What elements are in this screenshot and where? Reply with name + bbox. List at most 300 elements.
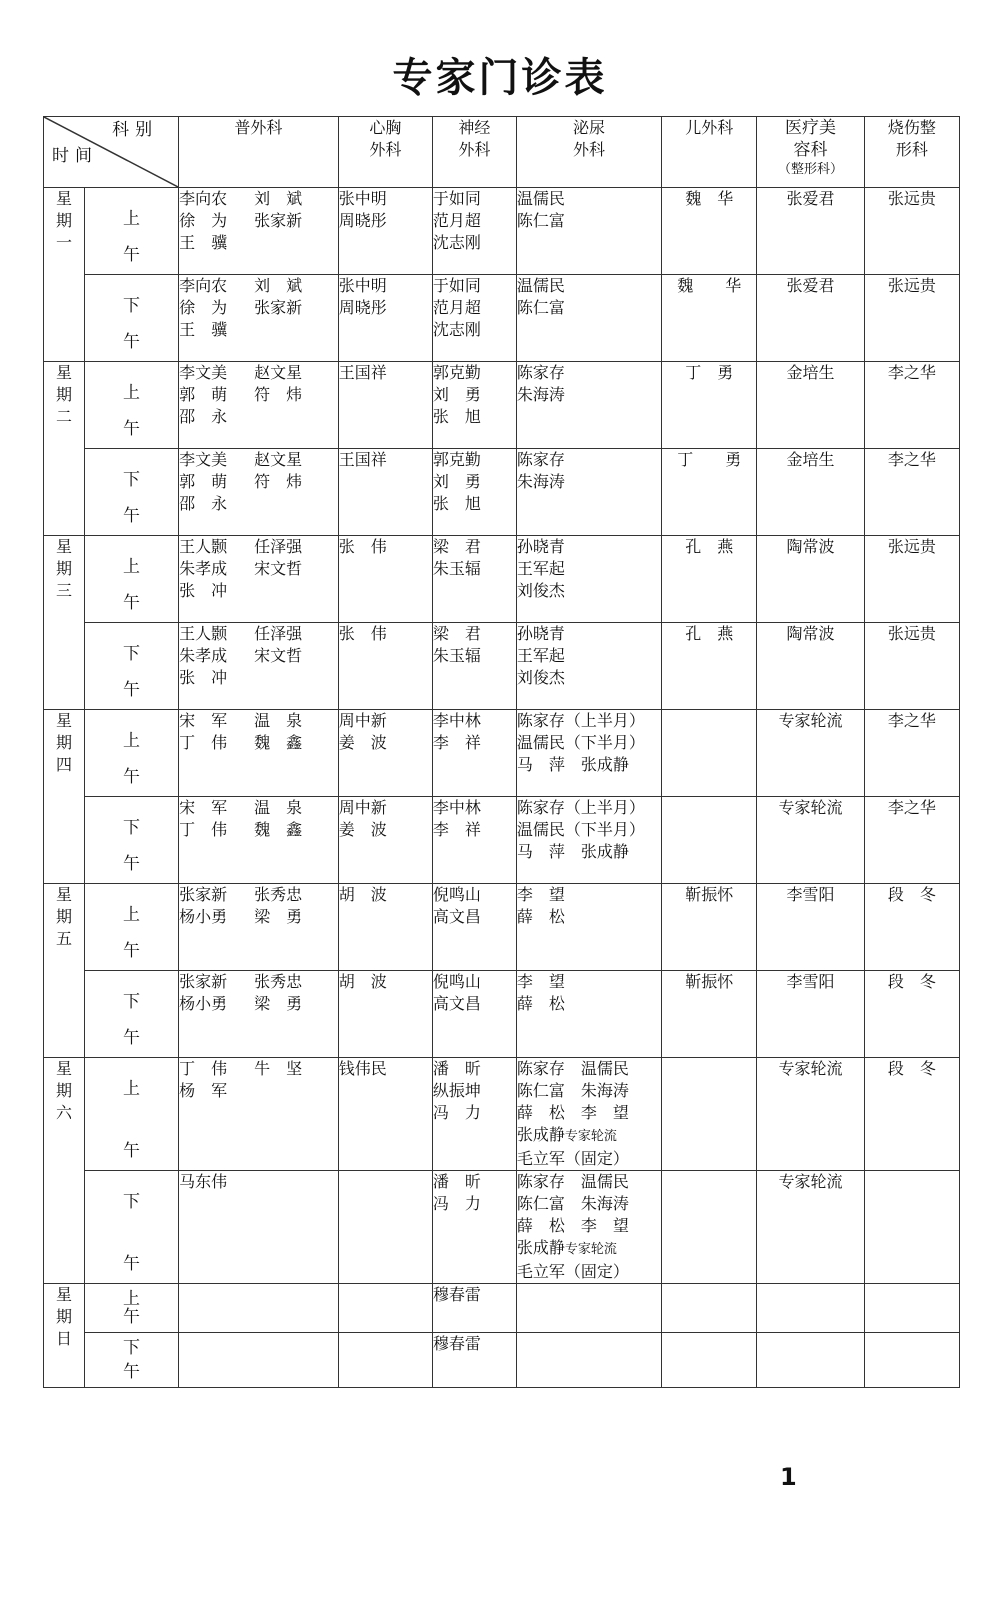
doctor-cell-ss (864, 1058, 959, 1171)
doctor-name: 李 祥 (432, 733, 481, 752)
doctor-name: 沈志刚 (432, 320, 481, 339)
doctor-cell-ss (864, 797, 959, 884)
doctor-name: 张远贵 (887, 624, 936, 643)
corner-time-label: 时间 (52, 146, 98, 166)
half-day-char: 上 (123, 1289, 141, 1309)
doctor-name: 张家新 (179, 885, 228, 904)
half-day-char: 午 (123, 1307, 141, 1327)
afternoon-label (84, 623, 178, 710)
doctor-name: 李中林 (432, 711, 481, 730)
doctor-cell-xx (338, 623, 432, 710)
doctor-cell-xx (338, 1333, 432, 1388)
doctor-name: 专家轮流 (778, 1172, 843, 1191)
half-day-char: 上 (123, 383, 141, 403)
dept-label: 烧伤整 (887, 118, 936, 137)
doctor-cell-ew (662, 710, 757, 797)
doctor-cell-xx (338, 797, 432, 884)
doctor-name: 杨小勇 (179, 994, 228, 1013)
doctor-name: 刘 斌 (254, 189, 303, 208)
half-day-char: 上 (123, 209, 141, 229)
doctor-name: 毛立军（固定） (516, 1149, 629, 1168)
doctor-cell-ss (864, 884, 959, 971)
schedule-row (44, 1333, 960, 1388)
doctor-pair (179, 906, 338, 928)
morning-label (84, 884, 178, 971)
doctor-cell-sj (432, 275, 516, 362)
doctor-cell-mr (757, 362, 864, 449)
doctor-name: 王人颢 (179, 624, 228, 643)
weekday-label (44, 710, 85, 884)
doctor-name: 张远贵 (887, 276, 936, 295)
doctor-name: 张家新 (254, 298, 303, 317)
dept-label: 容科 (793, 140, 828, 160)
doctor-pair (179, 1058, 338, 1080)
doctor-cell-mn (516, 1284, 661, 1333)
doctor-name: 张 旭 (432, 407, 481, 426)
doctor-name: 魏 华 (685, 189, 734, 208)
page-number: 1 (780, 1463, 797, 1491)
doctor-pair (179, 449, 338, 471)
doctor-name-row (517, 1124, 661, 1148)
page-title: 专家门诊表 (392, 55, 608, 101)
doctor-cell-ss (864, 188, 959, 275)
weekday-char: 二 (55, 407, 72, 426)
doctor-pair (179, 210, 338, 232)
doctor-name: 周晓彤 (338, 298, 387, 317)
doctor-cell-mn (516, 1171, 661, 1284)
doctor-name: 陈家存 (516, 450, 565, 469)
doctor-cell-ss (864, 275, 959, 362)
dept-label: 泌尿 (572, 118, 605, 137)
afternoon-label (84, 1171, 178, 1284)
weekday-char: 期 (55, 559, 72, 578)
doctor-cell-ew (662, 188, 757, 275)
doctor-name: 牛 坚 (254, 1059, 303, 1078)
doctor-name: 王 骥 (179, 233, 228, 252)
doctor-name: 孔 燕 (685, 624, 734, 643)
doctor-cell-sj (432, 971, 516, 1058)
doctor-name: 魏 鑫 (254, 733, 303, 752)
doctor-name: 于如同 (432, 189, 481, 208)
doctor-name: 高文昌 (432, 994, 481, 1013)
doctor-cell-sj (432, 710, 516, 797)
doctor-name: 高文昌 (432, 907, 481, 926)
doctor-cell-xx (338, 971, 432, 1058)
doctor-cell-ss (864, 971, 959, 1058)
doctor-name: 专家轮流 (778, 711, 843, 730)
doctor-pair (179, 471, 338, 493)
half-day-char: 午 (123, 854, 141, 874)
doctor-pair (179, 993, 338, 1015)
half-day-char: 午 (123, 1362, 141, 1382)
doctor-cell-sj (432, 362, 516, 449)
doctor-name: 朱海涛 (516, 472, 565, 491)
doctor-cell-mr (757, 275, 864, 362)
doctor-cell-pw (179, 710, 339, 797)
weekday-char: 期 (55, 1307, 72, 1326)
doctor-name: 符 炜 (254, 472, 303, 491)
doctor-name: 郭克勤 (432, 450, 481, 469)
half-day-char: 下 (123, 644, 141, 664)
doctor-cell-mn (516, 971, 661, 1058)
doctor-name: 朱孝成 (179, 646, 228, 665)
doctor-name: 陈仁富 朱海涛 (516, 1081, 629, 1100)
doctor-cell-xx (338, 1284, 432, 1333)
morning-label (84, 536, 178, 623)
doctor-cell-mr (757, 971, 864, 1058)
doctor-name: 张 伟 (338, 537, 387, 556)
dept-header-neuro (432, 117, 516, 188)
doctor-pair (179, 971, 338, 993)
doctor-name: 专家轮流 (778, 798, 843, 817)
doctor-name: 张 伟 (338, 624, 387, 643)
doctor-name: 刘 勇 (432, 385, 481, 404)
weekday-char: 五 (55, 929, 72, 948)
dept-header-burn (864, 117, 959, 188)
doctor-name: 马 萍 张成静 (516, 842, 629, 861)
doctor-name: 倪鸣山 (432, 972, 481, 991)
doctor-name: 陈仁富 (516, 298, 565, 317)
weekday-char: 六 (55, 1103, 72, 1122)
doctor-name: 薛 松 (516, 907, 565, 926)
doctor-cell-ew (662, 797, 757, 884)
doctor-cell-mr (757, 188, 864, 275)
doctor-name: 李 祥 (432, 820, 481, 839)
doctor-name: 薛 松 李 望 (516, 1103, 629, 1122)
doctor-cell-pw (179, 884, 339, 971)
schedule-body (44, 188, 960, 1388)
doctor-cell-mn (516, 449, 661, 536)
doctor-cell-pw (179, 1333, 339, 1388)
doctor-cell-mn (516, 188, 661, 275)
doctor-name: 李向农 (179, 189, 228, 208)
doctor-cell-sj (432, 884, 516, 971)
doctor-name: 李文美 (179, 450, 228, 469)
half-day-char: 下 (123, 992, 141, 1012)
schedule-row (44, 884, 960, 971)
weekday-label (44, 362, 85, 536)
doctor-pair (179, 493, 338, 515)
header-row (44, 117, 960, 188)
doctor-name: 朱玉辐 (432, 646, 481, 665)
dept-label: （整形科） (778, 162, 844, 177)
half-day-char: 下 (123, 1192, 141, 1212)
weekday-char: 星 (55, 537, 72, 556)
doctor-name: 孙晓青 (516, 537, 565, 556)
doctor-name: 张爱君 (786, 189, 835, 208)
dept-header-pediatric (662, 117, 757, 188)
doctor-cell-sj (432, 1333, 516, 1388)
doctor-name: 温 泉 (254, 798, 303, 817)
doctor-pair (179, 384, 338, 406)
doctor-name: 王人颢 (179, 537, 228, 556)
afternoon-label (84, 1333, 178, 1388)
doctor-name: 张 冲 (179, 581, 228, 600)
doctor-name: 王军起 (516, 646, 565, 665)
doctor-name: 魏 鑫 (254, 820, 303, 839)
afternoon-label (84, 971, 178, 1058)
doctor-name: 赵文星 (254, 450, 303, 469)
doctor-cell-ss (864, 1284, 959, 1333)
doctor-name: 冯 力 (432, 1103, 481, 1122)
doctor-name: 温儒民 (516, 276, 565, 295)
doctor-cell-ew (662, 971, 757, 1058)
doctor-name: 朱海涛 (516, 385, 565, 404)
schedule-table (43, 116, 960, 1388)
doctor-pair (179, 732, 338, 754)
doctor-name: 任泽强 (254, 624, 303, 643)
doctor-name: 梁 君 (432, 624, 481, 643)
dept-label: 医疗美 (785, 118, 837, 138)
doctor-cell-mr (757, 797, 864, 884)
doctor-name: 李 望 (516, 972, 565, 991)
doctor-name: 姜 波 (338, 733, 387, 752)
doctor-name: 郭克勤 (432, 363, 481, 382)
doctor-cell-xx (338, 1171, 432, 1284)
doctor-name: 梁 勇 (254, 907, 303, 926)
doctor-cell-mn (516, 797, 661, 884)
doctor-cell-ew (662, 1171, 757, 1284)
doctor-cell-mr (757, 884, 864, 971)
morning-label (84, 1058, 178, 1171)
doctor-cell-ss (864, 1171, 959, 1284)
doctor-name: 张家新 (179, 972, 228, 991)
doctor-name: 胡 波 (338, 885, 387, 904)
weekday-char: 星 (55, 885, 72, 904)
doctor-name: 丁 伟 (179, 820, 228, 839)
doctor-name: 刘俊杰 (516, 581, 565, 600)
doctor-cell-pw (179, 797, 339, 884)
doctor-pair (179, 1171, 338, 1193)
morning-label (84, 710, 178, 797)
weekday-label (44, 884, 85, 1058)
doctor-pair (179, 319, 338, 341)
doctor-name: 温儒民（下半月） (516, 733, 645, 752)
dept-header-thoracic (338, 117, 432, 188)
doctor-name: 金培生 (786, 450, 835, 469)
doctor-name: 张秀忠 (254, 972, 303, 991)
doctor-cell-pw (179, 1171, 339, 1284)
doctor-cell-mn (516, 884, 661, 971)
doctor-pair (179, 536, 338, 558)
doctor-cell-ss (864, 623, 959, 710)
doctor-cell-ss (864, 710, 959, 797)
doctor-name: 段 冬 (887, 885, 936, 904)
weekday-label (44, 536, 85, 710)
half-day-char: 上 (123, 731, 141, 751)
doctor-name: 张爱君 (786, 276, 835, 295)
rotation-note: 专家轮流 (564, 1242, 617, 1257)
doctor-name: 温儒民（下半月） (516, 820, 645, 839)
weekday-label (44, 1058, 85, 1284)
doctor-name: 宋 军 (179, 711, 228, 730)
doctor-cell-mr (757, 623, 864, 710)
doctor-name: 李之华 (887, 711, 936, 730)
doctor-cell-mn (516, 275, 661, 362)
doctor-name: 梁 勇 (254, 994, 303, 1013)
doctor-name: 朱孝成 (179, 559, 228, 578)
schedule-row (44, 449, 960, 536)
doctor-cell-ew (662, 275, 757, 362)
doctor-cell-mn (516, 536, 661, 623)
doctor-name: 陈家存 温儒民 (516, 1059, 629, 1078)
doctor-name: 胡 波 (338, 972, 387, 991)
doctor-name: 靳振怀 (685, 885, 734, 904)
doctor-name: 段 冬 (887, 1059, 936, 1078)
half-day-char: 午 (123, 1254, 141, 1274)
doctor-cell-ew (662, 362, 757, 449)
doctor-pair (179, 667, 338, 689)
half-day-char: 午 (123, 1028, 141, 1048)
weekday-char: 期 (55, 385, 72, 404)
weekday-char: 星 (55, 363, 72, 382)
doctor-cell-mr (757, 449, 864, 536)
doctor-cell-pw (179, 275, 339, 362)
doctor-cell-xx (338, 188, 432, 275)
half-day-char: 午 (123, 593, 141, 613)
schedule-row (44, 275, 960, 362)
doctor-cell-pw (179, 1058, 339, 1171)
doctor-name: 丁 勇 (677, 450, 742, 469)
doctor-name: 张远贵 (887, 189, 936, 208)
doctor-cell-mr (757, 710, 864, 797)
doctor-pair (179, 232, 338, 254)
doctor-cell-pw (179, 536, 339, 623)
doctor-pair (179, 819, 338, 841)
doctor-cell-ew (662, 449, 757, 536)
corner-dept-label: 科别 (112, 120, 159, 140)
doctor-name: 陶常波 (786, 537, 835, 556)
doctor-name: 金培生 (786, 363, 835, 382)
doctor-cell-ss (864, 362, 959, 449)
doctor-pair (179, 297, 338, 319)
doctor-name: 杨小勇 (179, 907, 228, 926)
doctor-cell-sj (432, 623, 516, 710)
weekday-label (44, 188, 85, 362)
afternoon-label (84, 797, 178, 884)
doctor-cell-mn (516, 362, 661, 449)
doctor-name: 李雪阳 (786, 972, 835, 991)
doctor-name: 王国祥 (338, 450, 387, 469)
doctor-name: 杨 军 (179, 1081, 228, 1100)
schedule-row (44, 1284, 960, 1333)
doctor-cell-mr (757, 1333, 864, 1388)
doctor-name: 李雪阳 (786, 885, 835, 904)
doctor-cell-pw (179, 623, 339, 710)
afternoon-label (84, 275, 178, 362)
weekday-char: 四 (55, 755, 72, 774)
half-day-char: 午 (123, 506, 141, 526)
doctor-cell-mr (757, 1284, 864, 1333)
weekday-char: 期 (55, 211, 72, 230)
dept-label: 形科 (895, 140, 928, 159)
dept-header-general-surgery (179, 117, 339, 188)
half-day-char: 下 (123, 470, 141, 490)
doctor-name: 刘 斌 (254, 276, 303, 295)
doctor-pair (179, 406, 338, 428)
doctor-name: 李之华 (887, 798, 936, 817)
doctor-name: 周中新 (338, 798, 387, 817)
doctor-cell-ss (864, 449, 959, 536)
doctor-cell-pw (179, 188, 339, 275)
half-day-char: 上 (123, 1079, 141, 1099)
doctor-name: 李文美 (179, 363, 228, 382)
doctor-name: 温儒民 (516, 189, 565, 208)
doctor-name: 郭 萌 (179, 385, 228, 404)
doctor-name: 张成静 (516, 1125, 565, 1144)
doctor-cell-xx (338, 536, 432, 623)
doctor-name: 宋文哲 (254, 646, 303, 665)
weekday-char: 日 (55, 1329, 72, 1348)
doctor-cell-pw (179, 1284, 339, 1333)
dept-label: 外科 (369, 140, 402, 159)
half-day-char: 上 (123, 557, 141, 577)
doctor-name: 王 骥 (179, 320, 228, 339)
doctor-cell-mr (757, 1058, 864, 1171)
weekday-label (44, 1284, 85, 1388)
doctor-pair (179, 884, 338, 906)
doctor-pair (179, 797, 338, 819)
weekday-char: 星 (55, 1285, 72, 1304)
doctor-name: 于如同 (432, 276, 481, 295)
doctor-name: 任泽强 (254, 537, 303, 556)
doctor-pair (179, 623, 338, 645)
doctor-name: 张秀忠 (254, 885, 303, 904)
weekday-char: 星 (55, 189, 72, 208)
doctor-name: 张 冲 (179, 668, 228, 687)
doctor-name: 张 旭 (432, 494, 481, 513)
doctor-cell-mr (757, 1171, 864, 1284)
doctor-name: 孔 燕 (685, 537, 734, 556)
doctor-name: 徐 为 (179, 211, 228, 230)
doctor-cell-ew (662, 536, 757, 623)
doctor-name: 冯 力 (432, 1194, 481, 1213)
doctor-name: 穆春雷 (432, 1334, 481, 1353)
doctor-name: 郭 萌 (179, 472, 228, 491)
doctor-name: 钱伟民 (338, 1059, 387, 1078)
dept-label: 儿外科 (685, 118, 734, 137)
doctor-name: 丁 勇 (685, 363, 734, 382)
half-day-char: 午 (123, 941, 141, 961)
half-day-char: 下 (123, 818, 141, 838)
doctor-cell-ss (864, 536, 959, 623)
doctor-name-row (517, 1237, 661, 1261)
afternoon-label (84, 449, 178, 536)
schedule-row (44, 188, 960, 275)
schedule-row (44, 536, 960, 623)
doctor-name: 朱玉辐 (432, 559, 481, 578)
dept-label: 外科 (458, 140, 491, 159)
doctor-cell-xx (338, 1058, 432, 1171)
doctor-cell-xx (338, 884, 432, 971)
weekday-char: 一 (55, 233, 72, 252)
doctor-cell-ew (662, 1333, 757, 1388)
doctor-name: 陈家存（上半月） (516, 798, 645, 817)
doctor-name: 王军起 (516, 559, 565, 578)
doctor-name: 段 冬 (887, 972, 936, 991)
morning-label (84, 362, 178, 449)
doctor-cell-pw (179, 449, 339, 536)
doctor-name: 潘 昕 (432, 1059, 481, 1078)
doctor-cell-sj (432, 188, 516, 275)
schedule-row (44, 971, 960, 1058)
schedule-row (44, 362, 960, 449)
doctor-name: 陈仁富 朱海涛 (516, 1194, 629, 1213)
half-day-char: 午 (123, 245, 141, 265)
doctor-name: 李中林 (432, 798, 481, 817)
doctor-name: 丁 伟 (179, 733, 228, 752)
weekday-char: 期 (55, 733, 72, 752)
